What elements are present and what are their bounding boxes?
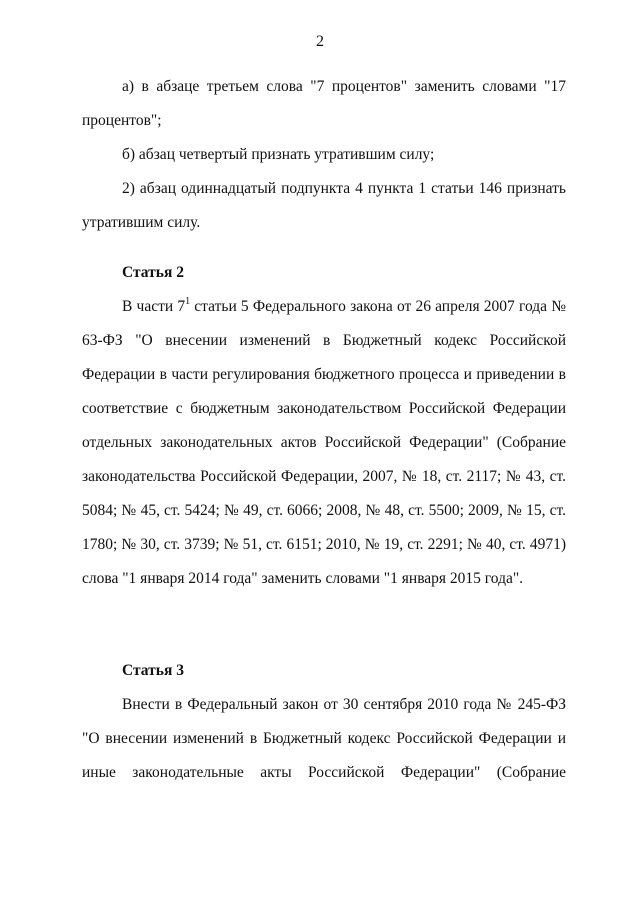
paragraph-b — [82, 138, 566, 172]
superscript: 1 — [185, 295, 191, 307]
paragraph-a-text: а) в абзаце третьем слова "7 процентов" заменить словами "17 процентов"; — [82, 78, 566, 129]
article-2-body — [82, 290, 566, 596]
article-2-text-rest: статьи 5 Федерального закона от 26 апреля 2007 года № 63-ФЗ "О внесении изменений в Бюджетный кодекс Российской Федерации в части регулирования бюджетного процесса и приведении в соответствие с бюджетным законодательством Российской Федерации отдельных законодательных актов Российской Федерации" (Собрание законодательства Российской Федерации, 2007, № 18, ст. 2117; № 43, ст. 5084; № 45, ст. 5424; № 49, ст. 6066; 2008, № 48, ст. 5500; 2009, № 15, ст. 1780; № 30, ст. 3739; № 51, ст. 6151; 2010, № 19, ст. 2291; № 40, ст. 4971) слова "1 января 2014 года" заменить словами "1 января 2015 года". — [82, 298, 566, 587]
article-3-body — [82, 688, 566, 790]
paragraph-b-text: б) абзац четвертый признать утратившим силу; — [122, 146, 435, 163]
paragraph-a — [82, 70, 566, 138]
paragraph-2-text: 2) абзац одиннадцатый подпункта 4 пункта 1 статьи 146 признать утратившим силу. — [82, 180, 566, 231]
article-3-text: Внести в Федеральный закон от 30 сентября 2010 года № 245-ФЗ "О внесении изменений в Бюджетный кодекс Российской Федерации и иные законодательные акты Российской Федерации" (Собрание — [82, 696, 566, 781]
article-2-text-start: В части 7 — [122, 298, 186, 315]
paragraph-2 — [82, 172, 566, 240]
article-2-heading: Статья 2 — [122, 264, 184, 281]
article-3-heading: Статья 3 — [122, 662, 184, 679]
page-number: 2 — [316, 33, 324, 50]
